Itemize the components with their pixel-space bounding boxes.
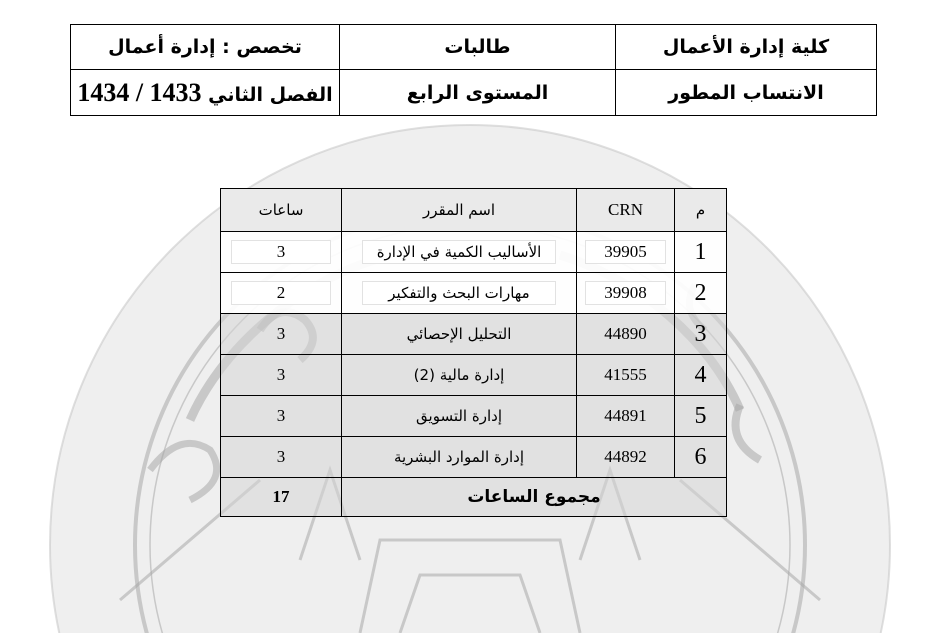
- course-index: 1: [675, 232, 727, 273]
- course-row: [221, 273, 727, 314]
- program-name: الانتساب المطور: [616, 70, 877, 116]
- course-hours: [221, 396, 342, 437]
- course-hours-value: 3: [276, 447, 286, 466]
- course-name-value: مهارات البحث والتفكير: [362, 281, 556, 305]
- course-hours: [221, 355, 342, 396]
- course-name: [342, 396, 577, 437]
- course-crn-value: 44891: [604, 406, 647, 425]
- course-row: [221, 355, 727, 396]
- course-crn: [577, 232, 675, 273]
- course-crn: [577, 396, 675, 437]
- course-hours: [221, 437, 342, 478]
- semester-cell: [71, 70, 340, 116]
- course-name-value: إدارة الموارد البشرية: [393, 448, 525, 466]
- course-crn-value: 41555: [604, 365, 647, 384]
- header-row-1: [71, 25, 877, 70]
- courses-header-row: [221, 189, 727, 232]
- course-index: 3: [675, 314, 727, 355]
- total-hours-label: مجموع الساعات: [342, 478, 727, 517]
- major-label: تخصص : إدارة أعمال: [71, 25, 340, 70]
- course-crn-value: 44890: [604, 324, 647, 343]
- course-crn-value: 39905: [585, 240, 667, 264]
- course-name-value: الأساليب الكمية في الإدارة: [362, 240, 556, 264]
- courses-table: [220, 188, 727, 517]
- student-section: طالبات: [340, 25, 616, 70]
- course-hours-value: 3: [276, 365, 286, 384]
- course-name-value: إدارة مالية (2): [413, 366, 505, 384]
- header-info-table: [70, 24, 877, 116]
- course-crn: [577, 314, 675, 355]
- course-crn: [577, 355, 675, 396]
- course-hours-value: 3: [231, 240, 331, 264]
- course-row: [221, 437, 727, 478]
- course-crn-value: 44892: [604, 447, 647, 466]
- course-row: [221, 232, 727, 273]
- course-crn: [577, 437, 675, 478]
- level-label: المستوى الرابع: [340, 70, 616, 116]
- course-index: 6: [675, 437, 727, 478]
- course-name: [342, 232, 577, 273]
- course-hours-value: 3: [276, 406, 286, 425]
- header-row-2: [71, 70, 877, 116]
- course-row: [221, 314, 727, 355]
- course-name-value: إدارة التسويق: [416, 407, 502, 425]
- column-header-index: م: [675, 189, 727, 232]
- course-name-value: التحليل الإحصائي: [406, 325, 512, 343]
- semester-label: الفصل الثاني: [208, 83, 333, 106]
- course-hours: [221, 232, 342, 273]
- course-index: 5: [675, 396, 727, 437]
- year-separator: /: [135, 77, 144, 107]
- course-hours: [221, 314, 342, 355]
- academic-year: [77, 78, 201, 107]
- college-name: كلية إدارة الأعمال: [616, 25, 877, 70]
- column-header-crn: CRN: [577, 189, 675, 232]
- course-hours: [221, 273, 342, 314]
- course-index: 2: [675, 273, 727, 314]
- column-header-hours: ساعات: [221, 189, 342, 232]
- course-row: [221, 396, 727, 437]
- column-header-course-name: اسم المقرر: [342, 189, 577, 232]
- course-name: [342, 437, 577, 478]
- total-hours-value: 17: [221, 478, 342, 517]
- course-crn-value: 39908: [585, 281, 667, 305]
- course-name: [342, 273, 577, 314]
- course-index: 4: [675, 355, 727, 396]
- total-row: [221, 478, 727, 517]
- year-from: 1433: [149, 77, 202, 107]
- course-name: [342, 355, 577, 396]
- course-crn: [577, 273, 675, 314]
- course-hours-value: 2: [231, 281, 331, 305]
- year-to: 1434: [77, 77, 130, 107]
- course-hours-value: 3: [276, 324, 286, 343]
- course-name: [342, 314, 577, 355]
